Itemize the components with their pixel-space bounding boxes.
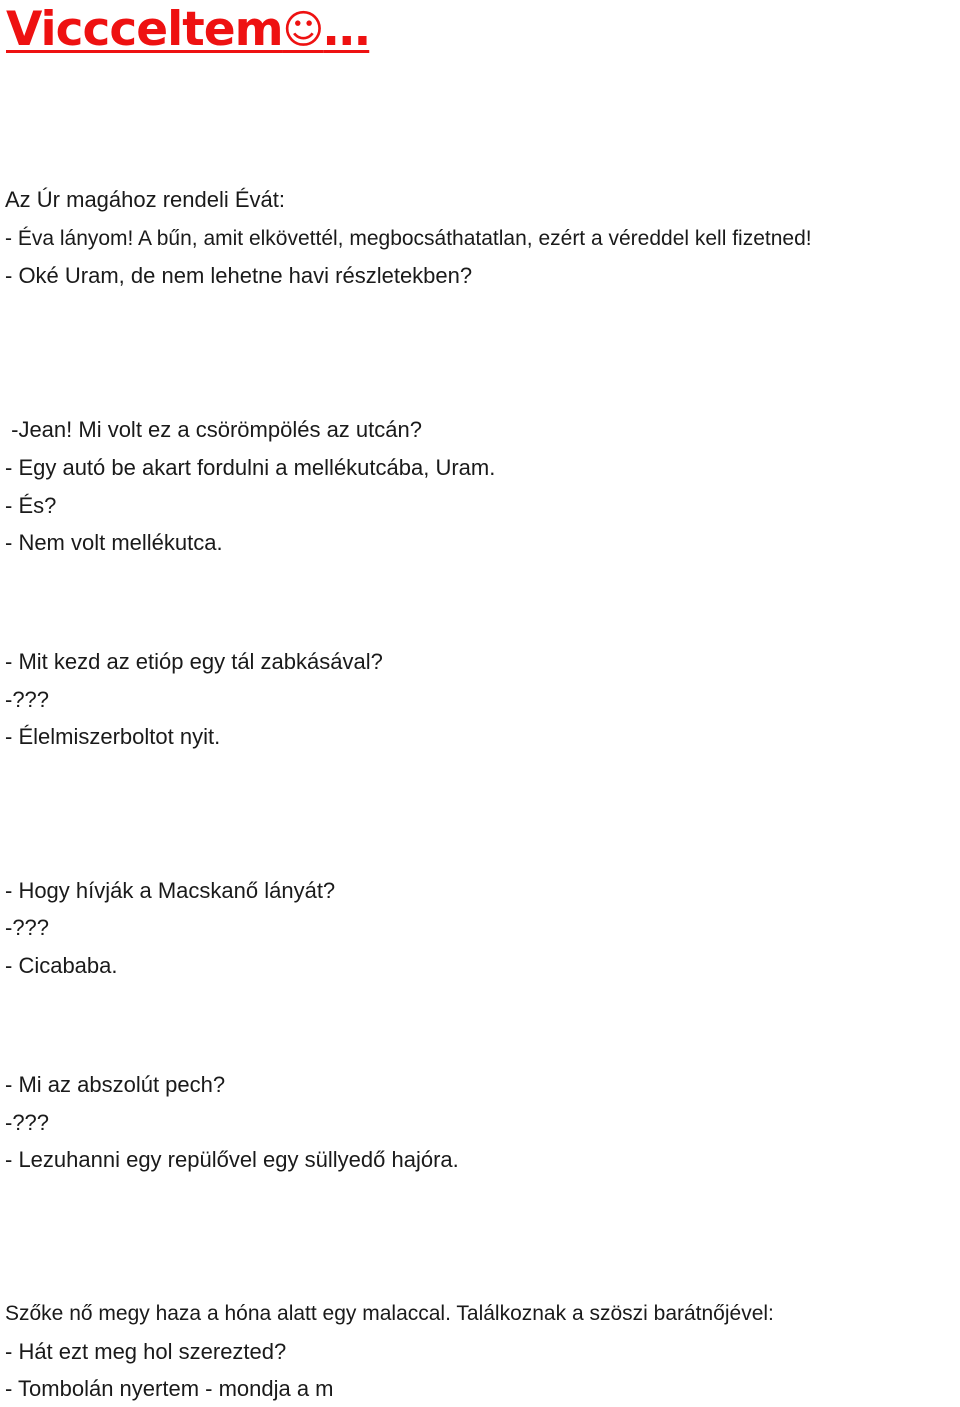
text-line: - Mit kezd az etióp egy tál zabkásával?: [5, 649, 383, 674]
text-line: - És?: [5, 493, 57, 518]
text-line: - Mi az abszolút pech?: [5, 1072, 226, 1097]
text-line: - Lezuhanni egy repülővel egy süllyedő hajóra.: [5, 1147, 459, 1172]
text-line: -Jean! Mi volt ez a csörömpölés az utcán?: [5, 417, 422, 442]
document-title: [6, 2, 369, 58]
title-ellipsis: …: [323, 2, 370, 57]
text-line: - Hát ezt meg hol szerezted?: [5, 1339, 287, 1364]
text-line: Szőke nő megy haza a hóna alatt egy malaccal. Találkoznak a szöszi barátnőjével:: [5, 1302, 774, 1325]
text-line: - Oké Uram, de nem lehetne havi részletekben?: [5, 263, 473, 288]
text-line: -???: [5, 687, 50, 712]
text-line: -???: [5, 1110, 50, 1135]
text-line: -???: [5, 915, 50, 940]
title-text: Viccceltem: [6, 2, 283, 57]
text-line: - Nem volt mellékutca.: [5, 530, 223, 555]
text-line: - Cicababa.: [5, 953, 118, 978]
text-line: - Hogy hívják a Macskanő lányát?: [5, 878, 336, 903]
text-line: Az Úr magához rendeli Évát:: [5, 187, 286, 212]
smiley-icon: ☺: [282, 7, 324, 53]
text-line: - Tombolán nyertem - mondja a m: [5, 1376, 334, 1401]
text-line: - Élelmiszerboltot nyit.: [5, 724, 221, 749]
text-line: - Egy autó be akart fordulni a mellékutcába, Uram.: [5, 455, 496, 480]
text-line: - Éva lányom! A bűn, amit elkövettél, megbocsáthatatlan, ezért a véreddel kell fizetned!: [5, 227, 812, 250]
